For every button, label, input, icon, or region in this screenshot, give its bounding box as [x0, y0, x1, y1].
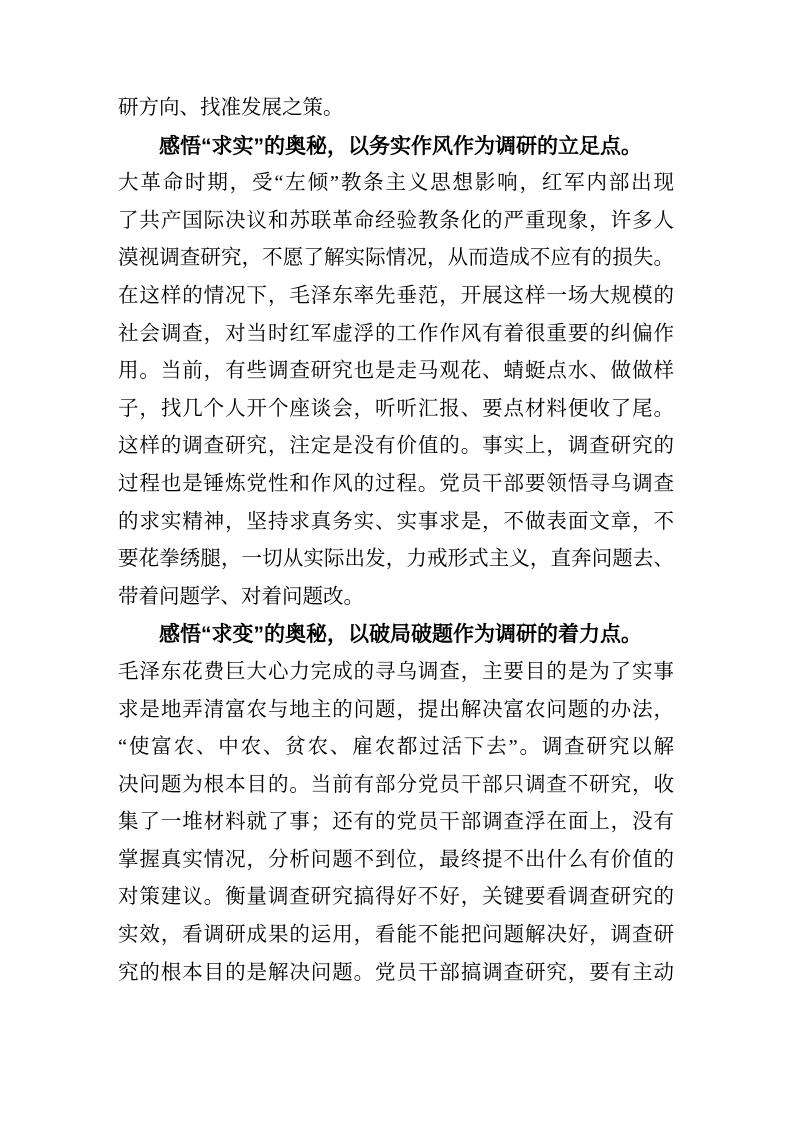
text-line: 大革命时期，受“左倾”教条主义思想影响，红军内部出现: [118, 172, 674, 195]
text-line: 研方向、找准发展之策。: [118, 97, 344, 119]
text-line: 了共产国际决议和苏联革命经验教条化的严重现象，许多人: [118, 209, 674, 232]
text-line: 社会调查，对当时红军虚浮的工作作风有着很重要的纠偏作: [118, 322, 674, 345]
text-block: [118, 90, 674, 992]
section-heading-qiubian: 感悟“求变”的奥秘，以破局破题作为调研的着力点。: [159, 623, 642, 647]
text-line: 毛泽东花费巨大心力完成的寻乌调查，主要目的是为了实事: [118, 660, 674, 683]
text-line: 要花拳绣腿，一切从实际出发，力戒形式主义，直奔问题去、: [118, 548, 674, 571]
text-line: 究的根本目的是解决问题。党员干部搞调查研究，要有主动: [118, 961, 674, 984]
text-line: 集了一堆材料就了事；还有的党员干部调查浮在面上，没有: [118, 811, 674, 834]
text-line: 子，找几个人开个座谈会，听听汇报、要点材料便收了尾。: [118, 397, 674, 420]
text-line: 在这样的情况下，毛泽东率先垂范，开展这样一场大规模的: [118, 284, 674, 307]
text-line: 用。当前，有些调查研究也是走马观花、蜻蜓点水、做做样: [118, 360, 674, 383]
text-line: 求是地弄清富农与地主的问题，提出解决富农问题的办法，: [118, 698, 674, 721]
text-line: 的求实精神，坚持求真务实、实事求是，不做表面文章，不: [118, 510, 674, 533]
text-line: 决问题为根本目的。当前有部分党员干部只调查不研究，收: [118, 773, 674, 796]
text-line: 掌握真实情况，分析问题不到位，最终提不出什么有价值的: [118, 848, 674, 871]
text-line: “使富农、中农、贫农、雇农都过活下去”。调查研究以解: [118, 736, 674, 759]
text-line: 带着问题学、对着问题改。: [118, 585, 364, 608]
section-heading-qiushi: 感悟“求实”的奥秘，以务实作风作为调研的立足点。: [159, 134, 642, 158]
text-line: 实效，看调研成果的运用，看能不能把问题解决好，调查研: [118, 924, 674, 947]
text-line: 漠视调查研究，不愿了解实际情况，从而造成不应有的损失。: [118, 247, 674, 270]
text-line: 对策建议。衡量调查研究搞得好不好，关键要看调查研究的: [118, 886, 674, 909]
text-line: 这样的调查研究，注定是没有价值的。事实上，调查研究的: [118, 435, 674, 458]
text-line: 过程也是锤炼党性和作风的过程。党员干部要领悟寻乌调查: [118, 472, 674, 495]
